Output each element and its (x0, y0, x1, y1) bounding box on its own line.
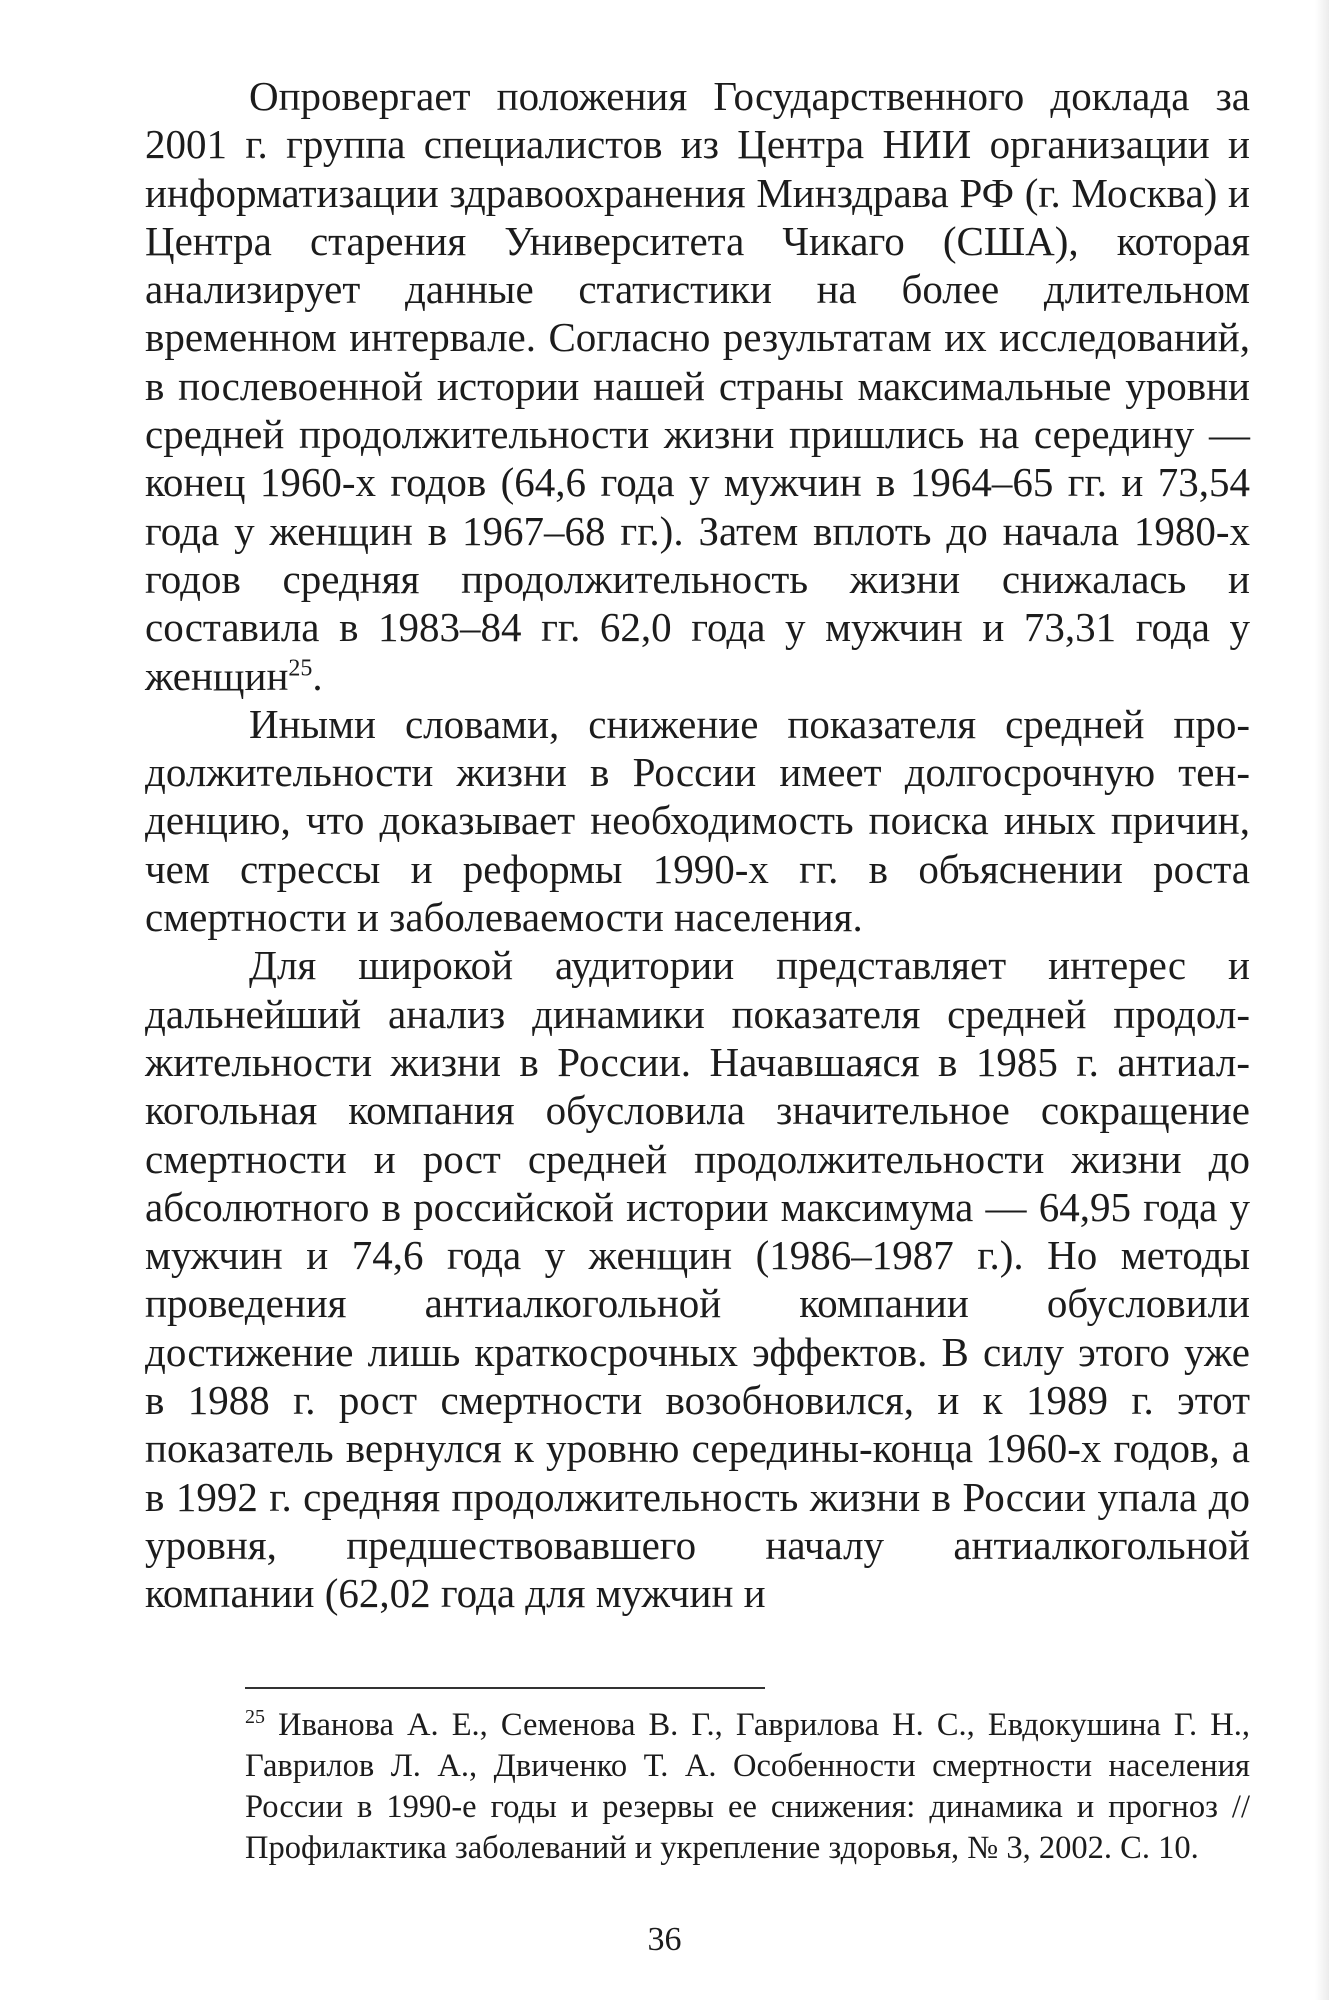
page-number: 36 (647, 1921, 682, 1958)
paragraph-1-text: Опровергает положения Государственного доклада за 2001 г. группа специалистов из Центра НИИ организации и информатизации здравоохранения Минздрава РФ (г. Москва) и Центра старения Университета Чикаго (США), которая анализирует данные статистики на более длительном временном интервале. Согласно результатам их исследований, в послевоенной истории нашей страны максимальные уровни средней продолжительности жизни пришлись на середину — конец 1960-х годов (64,6 года у мужчин в 1964–65 гг. и 73,54 года у женщин в 1967–68 гг.). Затем вплоть до начала 1980-х годов средняя продолжительность жизни снижалась и составила в 1983–84 гг. 62,0 года у мужчин и 73,31 года у женщин (145, 73, 1250, 699)
paragraph-3: Для широкой аудитории представляет интерес и дальнейший анализ динамики показателя средней продолжительности жизни в России. Начавшаяся в 1985 г. антиалкогольная компания обусловила значительное сокращение смертности и рост средней продолжительности жизни до абсолютного в российской истории максимума — 64,95 года у мужчин и 74,6 года у женщин (1986–1987 г.). Но методы проведения антиалкогольной компании обусловили достижение лишь краткосрочных эффектов. В силу этого уже в 1988 г. рост смертности возобновился, и к 1989 г. этот показатель вернулся к уровню середины-конца 1960-х годов, а в 1992 г. средняя продолжительность жизни в России упала до уровня, предшествовавшего началу антиалкогольной компании (62,02 года для мужчин и (145, 942, 1250, 1617)
paragraph-1 (145, 72, 1250, 700)
footnote-reference[interactable]: 25 (288, 654, 313, 681)
footnote-mark: 25 (245, 1706, 265, 1729)
footnote-divider (245, 1687, 765, 1689)
paragraph-1-tail: . (312, 652, 323, 699)
footnote (245, 1705, 1250, 1869)
page-edge-shadow (1315, 0, 1329, 2000)
paragraph-2: Иными словами, снижение показателя средней продолжительности жизни в России имеет долгосрочную тенденцию, что доказывает необходимость поиска иных причин, чем стрессы и реформы 1990-х гг. в объяснении роста смертности и заболеваемости населения. (145, 700, 1250, 941)
footnote-text: Иванова А. Е., Семенова В. Г., Гаврилова Н. С., Евдокушина Г. Н., Гаврилов Л. А., Двиченко Т. А. Особенности смертности населения России в 1990-е годы и резервы ее снижения: динамика и прогноз // Профилактика заболеваний и укрепление здоровья, № 3, 2002. С. 10. (245, 1707, 1250, 1866)
page-body (145, 72, 1250, 1618)
